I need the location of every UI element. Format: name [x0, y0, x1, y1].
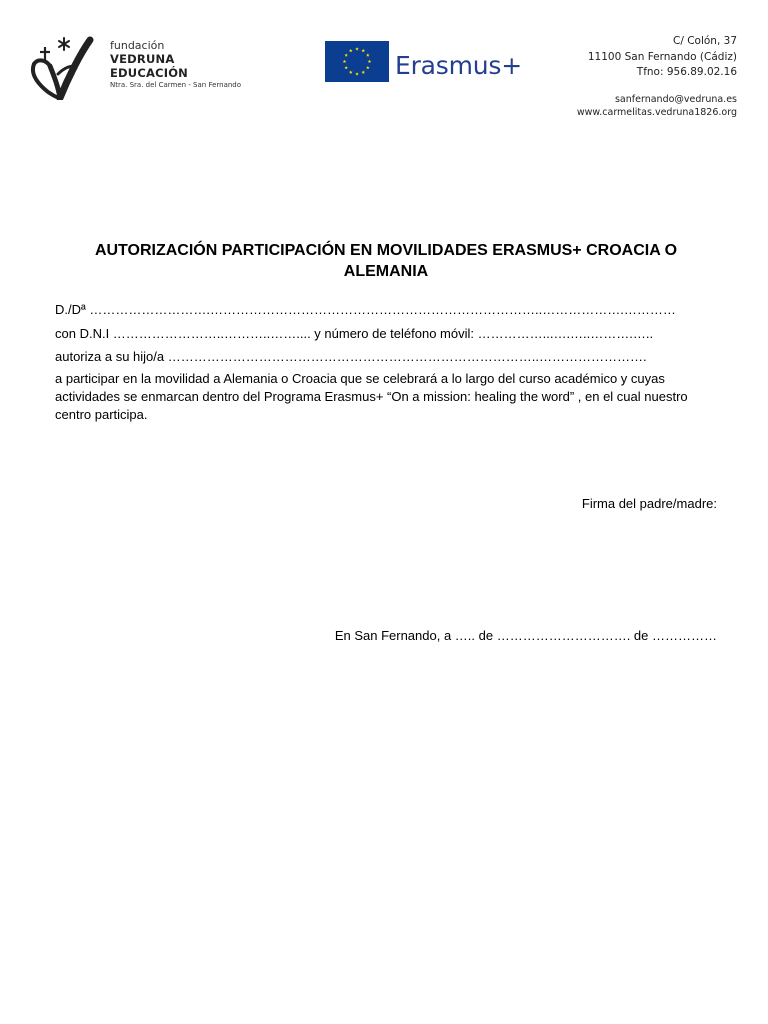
brand-educacion: EDUCACIÓN — [110, 65, 188, 80]
contact-address-city: 11100 San Fernando (Cádiz) — [587, 50, 737, 63]
vedruna-cross-heart-logo-icon — [28, 34, 100, 100]
date-place-line: En San Fernando, a ….. de …………………………. de …………… — [334, 628, 717, 643]
erasmus-logo — [325, 41, 540, 89]
eu-flag-icon — [325, 41, 389, 82]
contact-website: www.carmelitas.vedruna1826.org — [576, 106, 737, 118]
contact-block — [577, 34, 737, 119]
contact-phone: Tfno: 956.89.02.16 — [636, 66, 737, 78]
brand-vedruna: VEDRUNA — [110, 52, 175, 66]
contact-email: sanfernando@vedruna.es — [614, 93, 737, 105]
erasmus-wordmark: Erasmus+ — [395, 51, 522, 80]
brand-fundacion: fundación — [110, 39, 165, 52]
vedruna-logo — [28, 34, 268, 100]
signature-label: Firma del padre/madre: — [581, 496, 717, 511]
child-name-line: autoriza a su hijo/a …………………………………………………………………………..……………………. — [55, 349, 647, 364]
parent-name-line: D./Dª ……………………….…………………………………………………………………..……………….………… — [55, 302, 676, 317]
brand-subtitle: Ntra. Sra. del Carmen - San Fernando — [110, 81, 242, 89]
dni-phone-line: con D.N.I ……………………..………..…….... y número de teléfono móvil: ……………...….…..……….….. — [55, 326, 654, 341]
document-title: AUTORIZACIÓN PARTICIPACIÓN EN MOVILIDADES ERASMUS+ CROACIA O ALEMANIA — [94, 242, 678, 280]
contact-address-street: C/ Colón, 37 — [673, 35, 737, 47]
authorization-paragraph: a participar en la movilidad a Alemania o Croacia que se celebrará a lo largo del curso académico y cuyas actividades se enmarcan dentro del Programa Erasmus+ “On a mission: healing the word” , en el cual nuestro centro participa. — [55, 371, 688, 422]
